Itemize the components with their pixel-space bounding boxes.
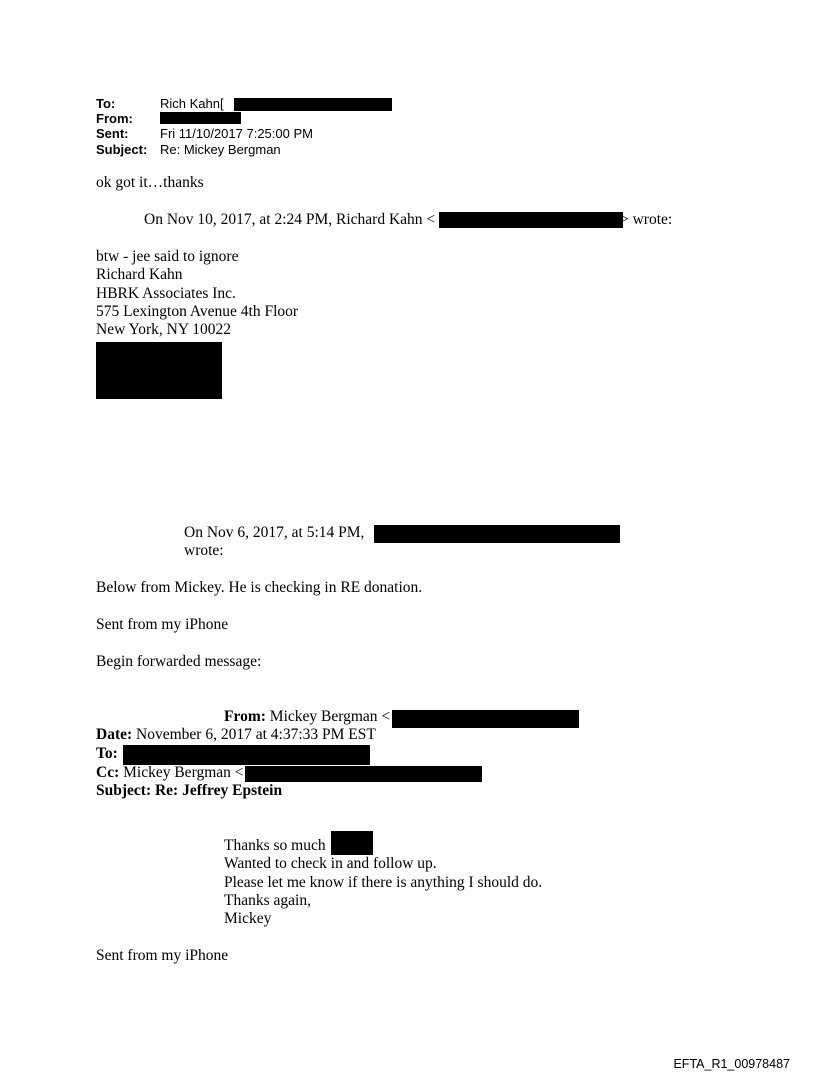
redaction-to-email xyxy=(234,98,392,111)
body-line-2: Richard Kahn xyxy=(96,266,183,283)
mickey-line-4: Thanks again, xyxy=(224,892,311,909)
to-value: Rich Kahn[ xyxy=(160,96,224,111)
body-line-5: New York, NY 10022 xyxy=(96,321,232,338)
quote1-suffix: > wrote: xyxy=(620,211,673,228)
header-from xyxy=(96,111,160,127)
fwd-from-value: Mickey Bergman < xyxy=(269,708,391,725)
quote2-wrote: wrote: xyxy=(184,542,224,559)
subject-label: Subject: xyxy=(96,142,148,157)
fwd-subject-value: Re: Jeffrey Epstein xyxy=(154,782,283,799)
redaction-fwd-from-email xyxy=(392,710,579,728)
reply-body: ok got it…thanks xyxy=(96,174,204,191)
header-subject xyxy=(96,142,281,158)
fwd-cc xyxy=(96,764,244,782)
mickey-line-5: Mickey xyxy=(224,910,272,927)
mickey-line-2: Wanted to check in and follow up. xyxy=(224,855,437,872)
redaction-fwd-cc-email xyxy=(245,766,482,782)
fwd-to xyxy=(96,745,118,763)
subject-value: Re: Mickey Bergman xyxy=(160,142,281,157)
redaction-from xyxy=(160,112,241,124)
redaction-contact-block xyxy=(96,342,222,399)
fwd-from-label: From: xyxy=(224,708,266,725)
redaction-kahn-email xyxy=(439,212,623,228)
mickey-line-3: Please let me know if there is anything I should do. xyxy=(224,874,543,891)
sent-label: Sent: xyxy=(96,126,129,141)
header-to xyxy=(96,96,224,112)
header-sent xyxy=(96,126,313,142)
footer-doc-id: EFTA_R1_00978487 xyxy=(673,1057,790,1071)
fwd-subject xyxy=(96,782,282,800)
fwd-date-value: November 6, 2017 at 4:37:33 PM EST xyxy=(136,726,376,743)
redaction-fwd-to xyxy=(123,745,370,765)
body-line-3: HBRK Associates Inc. xyxy=(96,285,236,302)
body-line-1: btw - jee said to ignore xyxy=(96,248,239,265)
fwd-from xyxy=(224,708,390,726)
redaction-mickey-name xyxy=(331,831,373,855)
quote2-intro: On Nov 6, 2017, at 5:14 PM, xyxy=(184,524,365,541)
sent-value: Fri 11/10/2017 7:25:00 PM xyxy=(160,126,313,141)
mickey-thanks: Thanks so much xyxy=(224,837,326,854)
sent-iphone-2: Sent from my iPhone xyxy=(96,947,229,964)
fwd-date-label: Date: xyxy=(96,726,133,743)
body-line-4: 575 Lexington Avenue 4th Floor xyxy=(96,303,299,320)
fwd-cc-label: Cc: xyxy=(96,764,120,781)
to-label: To: xyxy=(96,96,116,111)
quote1-intro: On Nov 10, 2017, at 2:24 PM, Richard Kahn < xyxy=(144,211,436,228)
fwd-date xyxy=(96,726,376,744)
forwarded-header: Begin forwarded message: xyxy=(96,653,262,670)
from-label: From: xyxy=(96,111,133,126)
fwd-cc-value: Mickey Bergman < xyxy=(123,764,244,781)
fwd-to-label: To: xyxy=(96,745,118,762)
below-line: Below from Mickey. He is checking in RE donation. xyxy=(96,579,423,596)
fwd-subject-label: Subject: xyxy=(96,782,152,799)
sent-iphone-1: Sent from my iPhone xyxy=(96,616,229,633)
redaction-quote2-sender xyxy=(374,525,620,543)
